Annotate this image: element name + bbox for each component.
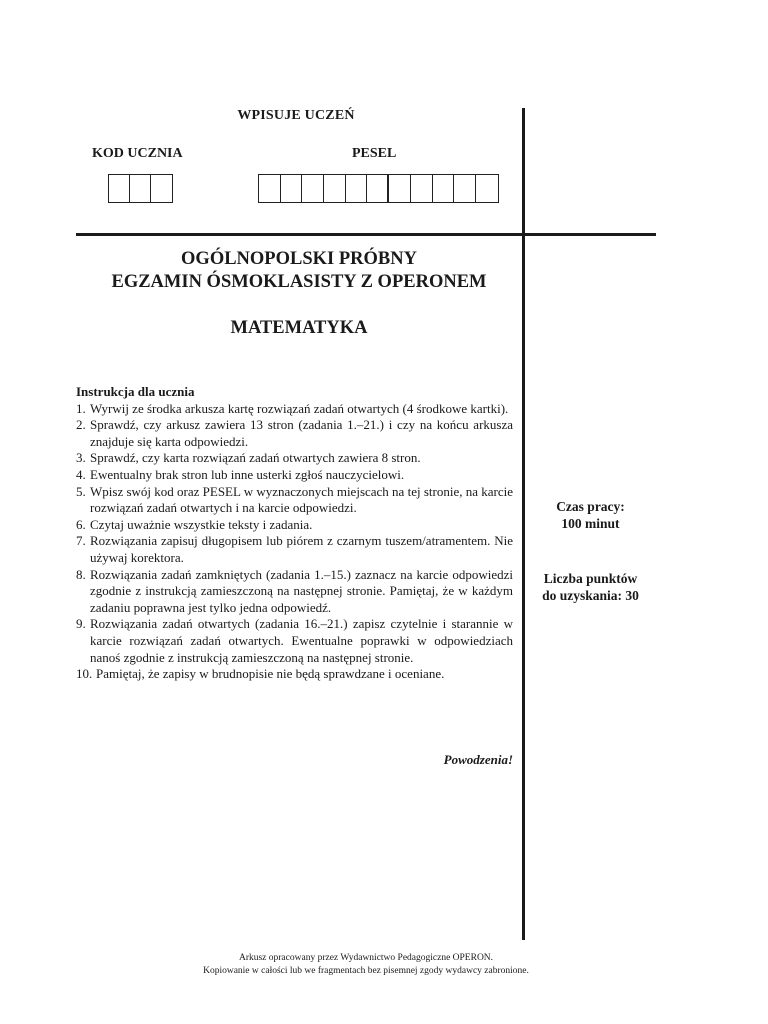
instruction-number: 5. <box>76 483 86 499</box>
time-value: 100 minut <box>561 516 620 531</box>
instruction-text: Rozwiązania zadań zamkniętych (zadania 1.–15.) zaznacz na karcie odpowiedzi zgodnie z instrukcją zamieszczoną na następnej stronie. Pamiętaj, że w każdym zadaniu poprawna jest tylko jedna odpowiedź. <box>90 566 513 615</box>
instruction-item <box>76 517 513 534</box>
instruction-item <box>76 567 513 617</box>
pesel-box[interactable] <box>433 175 455 202</box>
exam-title-line1: OGÓLNOPOLSKI PRÓBNY <box>181 249 417 269</box>
footer-publisher: Arkusz opracowany przez Wydawnictwo Pedagogiczne OPERON. <box>238 953 494 963</box>
pesel-label: PESEL <box>352 146 397 161</box>
exam-time <box>525 498 656 532</box>
pesel-box[interactable] <box>281 175 303 202</box>
student-code-label: KOD UCZNIA <box>92 146 183 161</box>
code-box[interactable] <box>130 175 151 202</box>
code-box[interactable] <box>109 175 130 202</box>
pesel-box[interactable] <box>324 175 346 202</box>
student-code-boxes[interactable] <box>108 174 173 203</box>
instruction-item <box>76 467 513 484</box>
instruction-number: 8. <box>76 566 86 582</box>
instruction-item <box>76 401 513 418</box>
instruction-item <box>76 450 513 467</box>
instructions-heading: Instrukcja dla ucznia <box>76 384 195 399</box>
pesel-box[interactable] <box>367 175 389 202</box>
instruction-number: 7. <box>76 533 86 549</box>
points-label: Liczba punktów <box>543 571 638 586</box>
instruction-number: 2. <box>76 417 86 433</box>
time-label: Czas pracy: <box>556 499 625 514</box>
instruction-text: Pamiętaj, że zapisy w brudnopisie nie będą sprawdzane i oceniane. <box>96 666 445 682</box>
pesel-box[interactable] <box>389 175 411 202</box>
code-box[interactable] <box>151 175 172 202</box>
pesel-box[interactable] <box>411 175 433 202</box>
instruction-number: 10. <box>76 666 93 682</box>
exam-title-line2: EGZAMIN ÓSMOKLASISTY Z OPERONEM <box>111 272 487 292</box>
instruction-text: Rozwiązania zapisuj długopisem lub piórem z czarnym tuszem/atramentem. Nie używaj korektora. <box>90 533 513 565</box>
instruction-text: Ewentualny brak stron lub inne usterki zgłoś nauczycielowi. <box>90 466 405 482</box>
instructions <box>76 384 513 683</box>
footer <box>76 952 656 978</box>
instruction-number: 6. <box>76 516 86 532</box>
instruction-item <box>76 484 513 517</box>
instruction-text: Wyrwij ze środka arkusza kartę rozwiązań zadań otwartych (4 środkowe kartki). <box>90 400 509 416</box>
instruction-item <box>76 616 513 666</box>
pesel-box[interactable] <box>454 175 476 202</box>
instruction-number: 9. <box>76 616 86 632</box>
instruction-number: 4. <box>76 466 86 482</box>
instruction-text: Sprawdź, czy karta rozwiązań zadań otwartych zawiera 8 stron. <box>90 450 421 466</box>
pesel-boxes[interactable] <box>258 174 499 203</box>
exam-title <box>76 248 522 294</box>
pesel-box[interactable] <box>302 175 324 202</box>
instruction-text: Wpisz swój kod oraz PESEL w wyznaczonych miejscach na tej stronie, na karcie rozwiązań zadań otwartych i na karcie odpowiedzi. <box>90 483 513 516</box>
instructions-list <box>76 401 513 683</box>
instruction-number: 3. <box>76 450 86 466</box>
instruction-item <box>76 533 513 566</box>
good-luck-text: Powodzenia! <box>443 752 513 767</box>
instruction-text: Sprawdź, czy arkusz zawiera 13 stron (zadania 1.–21.) i czy na końcu arkusza znajduje się karta odpowiedzi. <box>90 417 513 449</box>
footer-copyright: Kopiowanie w całości lub we fragmentach bez pisemnej zgody wydawcy zabronione. <box>203 966 529 976</box>
exam-points <box>525 570 656 604</box>
instruction-text: Rozwiązania zadań otwartych (zadania 16.–21.) zapisz czytelnie i starannie w karcie rozwiązań zadań otwartych. Ewentualne poprawki w odpowiedziach nanoś zgodnie z instrukcją zamieszczoną na następnej stronie. <box>90 616 513 665</box>
pesel-box[interactable] <box>259 175 281 202</box>
instruction-item <box>76 417 513 450</box>
exam-subject: MATEMATYKA <box>230 318 368 338</box>
instruction-text: Czytaj uważnie wszystkie teksty i zadania. <box>90 516 313 532</box>
instruction-number: 1. <box>76 400 86 416</box>
points-value: do uzyskania: 30 <box>542 588 639 603</box>
pesel-box[interactable] <box>346 175 368 202</box>
pesel-box[interactable] <box>476 175 498 202</box>
horizontal-divider <box>76 233 656 236</box>
instruction-item <box>76 666 513 683</box>
student-section-title: WPISUJE UCZEŃ <box>237 108 355 123</box>
